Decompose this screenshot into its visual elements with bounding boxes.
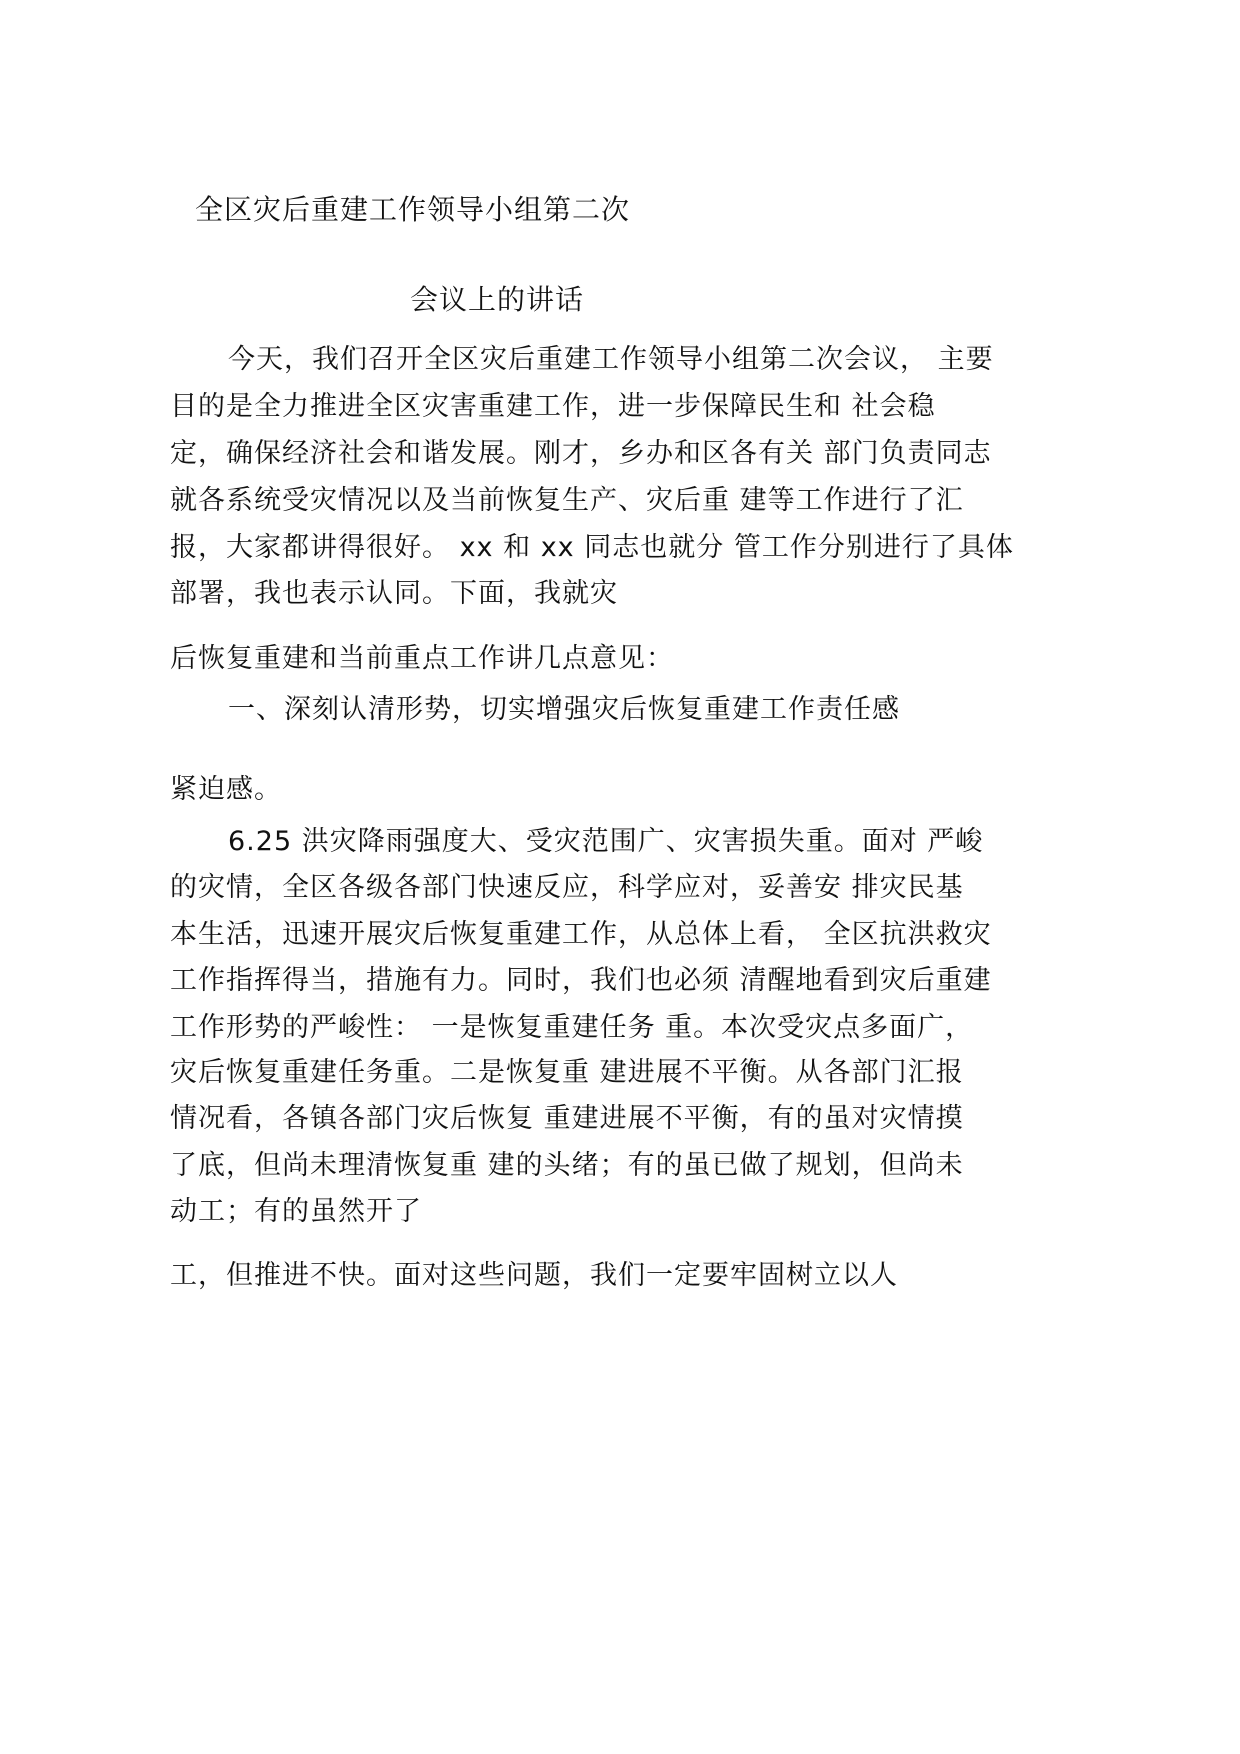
body-line: 情况看，各镇各部门灾后恢复 重建进展不平衡，有的虽对灾情摸 — [170, 1103, 964, 1134]
section-heading: 一、深刻认清形势，切实增强灾后恢复重建工作责任感 — [228, 694, 900, 725]
body-line: 动工；有的虽然开了 — [170, 1196, 422, 1227]
document-title-line-2: 会议上的讲话 — [410, 283, 585, 316]
body-line: 就各系统受灾情况以及当前恢复生产、灾后重 建等工作进行了汇 — [170, 485, 964, 516]
body-line: 的灾情，全区各级各部门快速反应，科学应对，妥善安 排灾民基 — [170, 872, 964, 903]
body-line: 本生活，迅速开展灾后恢复重建工作，从总体上看， 全区抗洪救灾 — [170, 919, 992, 950]
body-line: 报，大家都讲得很好。 xx 和 xx 同志也就分 管工作分别进行了具体 — [170, 532, 1014, 563]
body-line: 紧迫感。 — [170, 774, 282, 805]
body-line: 部署，我也表示认同。下面，我就灾 — [170, 578, 618, 609]
body-line: 工作形势的严峻性： 一是恢复重建任务 重。本次受灾点多面广， — [170, 1012, 974, 1043]
body-line: 目的是全力推进全区灾害重建工作，进一步保障民生和 社会稳 — [170, 391, 936, 422]
body-line: 工作指挥得当，措施有力。同时，我们也必须 清醒地看到灾后重建 — [170, 965, 992, 996]
body-line: 了底，但尚未理清恢复重 建的头绪；有的虽已做了规划，但尚未 — [170, 1150, 964, 1181]
body-line: 6.25 洪灾降雨强度大、受灾范围广、灾害损失重。面对 严峻 — [228, 826, 984, 857]
body-line: 后恢复重建和当前重点工作讲几点意见： — [170, 643, 674, 674]
body-line: 工，但推进不快。面对这些问题，我们一定要牢固树立以人 — [170, 1260, 898, 1291]
body-line: 定，确保经济社会和谐发展。刚才，乡办和区各有关 部门负责同志 — [170, 438, 992, 469]
body-line: 今天，我们召开全区灾后重建工作领导小组第二次会议， 主要 — [228, 344, 994, 375]
document-title-line-1: 全区灾后重建工作领导小组第二次 — [195, 193, 631, 226]
body-line: 灾后恢复重建任务重。二是恢复重 建进展不平衡。从各部门汇报 — [170, 1057, 964, 1088]
